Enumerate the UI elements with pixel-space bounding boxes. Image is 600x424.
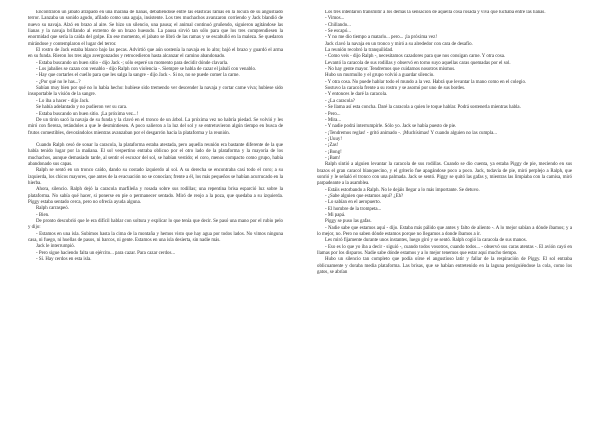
paragraph: Sostuvo la caracola frente a su rostro y se asomó por uno de sus bordes. (325, 86, 466, 92)
paragraph: Ralph carraspeó. (36, 206, 69, 212)
paragraph: De un tirón sacó la navaja de su funda y la clavó en el tronco de un árbol. La próxima vez no habría piedad. Se volvió y les miró con fiereza, retándoles a que le desmintiesen. A poco salieron a la luz del sol y se entretuvieron algún tiempo en busca de frutos comestibles, devorándolos mientras avanzaban por el desgarrón hacia la plataforma y la reunión. (28, 117, 283, 136)
paragraph: Ralph se sentó en un tronco caído, dando su costado izquierdo al sol. A su derecha se encontraba casi todo el coro; a su izquierda, los chicos mayores, que antes de la evacuación no se conocían; frente a él, los más pequeños se habían acurrucado en la hierba. (28, 168, 283, 186)
paragraph: Sabían muy bien por qué no lo había hecho: hubiese sido tremendo ver descender la navaja y cortar carne viva; hubiese sido insoportable la visión de la sangre. (28, 86, 283, 98)
paragraph: Los tres intentaron transmitir a los demás la sensación de aquella cosa rosada y viva que luchaba entre las lianas. (325, 10, 546, 15)
paragraph: De pronto descubrió que le era difícil hablar con soltura y explicar lo que tenía que decir. Se pasó una mano por el rubio pelo y dijo: (28, 219, 283, 231)
paragraph: - Sí. Hay cerdos en esta isla. (36, 257, 92, 263)
paragraph: - No hay gente mayor. Tendremos que cuidarnos nosotros mismos. (325, 67, 456, 73)
paragraph: - ¡Tendremos reglas! - gritó animado -. ¡Muchísimas! Y cuando alguien no las cumpla... (325, 130, 497, 136)
paragraph: - Y otra cosa. No puede hablar todo el mundo a la vez. Habrá que levantar la mano como en el colegio. (325, 79, 527, 85)
paragraph: Encontraron un jabato atrapado en una maraña de lianas, debatiéndose entre las elásticas ramas en la locura de su angustiado terror. Lanzaba un sonido agudo, afilado como una aguja, insistente. Los tres muchachos avanzaron corriendo y Jack blandió de nuevo su navaja. Alzó en brazo al aire. Se hizo un silencio, una pausa; el animal continuó gruñendo, siguieron agitándose las lianas y la navaja brillando al extremo de un brazo huesudo. La pausa sirvió tan sólo para que los tres comprendiesen la enormidad que sería la caída del golpe. En ese momento, el jabato se libró de las ramas y se escabulló en la maleza. Se quedaron mirándose y contemplaron el lugar del terror. (28, 10, 283, 47)
paragraph: - ¡Zas! (325, 143, 339, 149)
paragraph: - ¿La caracola? (325, 98, 355, 104)
paragraph: Cuando Ralph cesó de sonar la caracola, la plataforma estaba atestada, pero aquella reunión era bastante diferente de la que había tenido lugar por la mañana. El sol vespertino entraba oblicuo por el otro lado de la plataforma y la mayoría de los muchachos, aunque demasiado tarde, al sentir el escozor del sol, se habían vestido; el coro, menos compacto como grupo, había abandonado sus capas. (28, 142, 283, 167)
paragraph: - Los jabalíes se cazan con venablo - dijo Ralph con violencia -. Siempre se habla de cazar el jabalí con venablo. (36, 67, 257, 73)
paragraph: La reunión recobró la tranquilidad. (325, 48, 394, 54)
paragraph: - Pero... (325, 111, 341, 117)
paragraph: - Lo sabían en el aeropuerto. (325, 200, 381, 206)
paragraph: - ¿Por qué no le has...? (36, 79, 81, 85)
paragraph: - Hay que cortarles el cuello para que les salga la sangre - dijo Jack -. Si no, no se puede comer la carne. (36, 73, 240, 79)
paragraph: - ¿Sabe alguien que estamos aquí? ¿Eh? (325, 193, 404, 199)
paragraph: - ¡Bong! (325, 149, 342, 155)
paragraph: Jack clavó la navaja en un tronco y miró a su alrededor con cara de desafío. (325, 41, 473, 47)
paragraph: - Chillando... (325, 22, 351, 28)
paragraph: - Mira... (325, 117, 342, 123)
paragraph: - Y entonces le daré la caracola. (325, 92, 388, 98)
paragraph: Se había adelantado y no pudieron ver su cara. (36, 105, 128, 111)
paragraph: - Mi papá. (325, 213, 346, 218)
paragraph: Hubo un silencio tan completo que podía oírse el angustioso latir y fallar de la respiración de Piggy. El sol entraba oblicuamente y doraba media plataforma. Las brisas, que se habían entretenido en la laguna persiguiéndose la cola, como los gatos, se abrían (317, 257, 572, 276)
paragraph: - El hombre de la trompeta... (325, 206, 382, 212)
paragraph: - Estaba buscando un buen sitio - dijo Jack -; sólo esperé un momento para decidir dónde clavarla. (36, 60, 229, 66)
paragraph: Ahora, silencio. Ralph dejó la caracola marfileña y rosada sobre sus rodillas; una repentina brisa esparció luz sobre la plataforma. No sabía qué hacer, si ponerse en pie o permanecer sentado. Miró de reojo a la poza, que quedaba a su izquierda. Piggy estaba sentado cerca, pero no ofrecía ayuda alguna. (28, 187, 283, 205)
paragraph: Les miró fijamente durante unos instantes, luego giró y se sentó. Ralph cogió la caracola de sus manos. (325, 238, 527, 244)
paragraph: Jack le interrumpió. (36, 244, 75, 250)
paragraph: - Estáis estorbando a Ralph. No le dejáis llegar a lo más importante. Se detuvo. (325, 187, 480, 193)
paragraph: - Pero sigue haciendo falta un ejército... para cazar. Para cazar cerdos... (36, 250, 176, 256)
paragraph: - Vimos... (325, 16, 345, 22)
paragraph: Levantó la caracola de sus rodillas y observó en torno suyo aquellas caras quemadas por el sol. (325, 60, 511, 66)
paragraph: El rostro de Jack estaba blanco bajo las pecas. Advirtió que aún sostenía la navaja en lo alto; bajó el brazo y guardó el arma en su funda. Rieron los tres algo avergonzados y retrocedieron hasta alcanzar el camino abandonado. (28, 48, 283, 60)
paragraph: - Se llama así esta concha. Daré la caracola a quien le toque hablar. Podrá sostenerla mientras habla. (325, 105, 521, 111)
left-text-column (28, 10, 283, 420)
paragraph: - ¡Bam! (325, 155, 341, 161)
paragraph: - Como veis - dijo Ralph -, necesitamos cazadores para que nos consigan carne. Y otra cosa. (325, 54, 506, 60)
paragraph: Hubo un murmullo y el grupo volvió a guardar silencio. (325, 73, 435, 79)
paragraph: - Bien. (36, 212, 50, 218)
paragraph: - Y no me dio tiempo a matarlo... pero... ¡la próxima vez! (325, 35, 437, 41)
paragraph: - Eso es lo que yo iba a decir - siguió -, cuando todos vosotros, cuando todos... - observó sus caras atentas -. El avión cayó en llamas por los disparos. Nadie sabe dónde estamos y a lo mejor tenemos que estar aquí mucho tiempo. (317, 244, 572, 257)
right-text-column (317, 10, 572, 420)
paragraph: - Se escapó... (325, 29, 351, 35)
paragraph: Piggy se puso las gafas. (325, 219, 372, 225)
paragraph: - Estamos en una isla. Subimos hasta la cima de la montaña y hemos visto que hay agua por todos lados. No vimos ninguna casa, ni fuego, ni huellas de pasos, ni barcos, ni gente. Estamos en una isla desierta, sin nadie más. (28, 231, 283, 244)
paragraph: - Lo iba a hacer - dijo Jack. (36, 98, 90, 104)
paragraph: Ralph sintió a alguien levantar la caracola de sus rodillas. Cuando se dio cuenta, ya estaba Piggy de pie, meciendo en sus brazos el gran caracol blanquecino, y el griterío fue apagándose poco a poco. Jack, todavía de pie, miró perplejo a Ralph, que sonrió y le señaló el tronco con una palmada. Jack se sentó. Piggy se quitó las gafas y, mientras las limpiaba con la camisa, miró parpadeante a la asamblea. (317, 162, 572, 187)
paragraph: - Estaba buscando un buen sitio. ¡La próxima vez...! (36, 111, 139, 117)
paragraph: - Y nadie podrá interrumpirle. Sólo yo. Jack se había puesto de pie. (325, 124, 457, 130)
paragraph: - Nadie sabe que estamos aquí - dijo. Estaba más pálido que antes y falto de aliento -. A lo mejor sabían a dónde íbamos; y a lo mejor, no. Pero no saben dónde estamos porque no llegamos a donde íbamos a ir. (317, 225, 572, 238)
paragraph: - ¡Uuuy! (325, 136, 342, 142)
